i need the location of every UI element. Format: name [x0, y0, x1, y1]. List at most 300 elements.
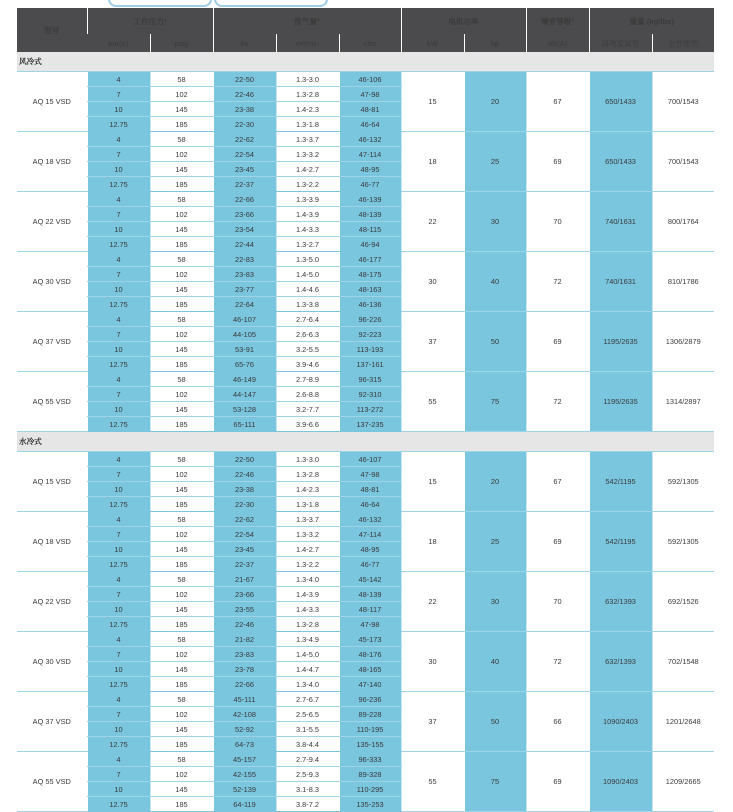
section-header-row [17, 432, 714, 452]
fad-ls: 22-44 [213, 237, 276, 252]
pressure-bar: 7 [87, 87, 150, 102]
fad-m3min: 1.4-3.3 [276, 602, 339, 617]
pressure-psig: 145 [150, 482, 213, 497]
fad-cfm: 48-139 [339, 587, 401, 602]
table-row [17, 72, 714, 87]
table-row [17, 252, 714, 267]
fad-cfm: 46-132 [339, 132, 401, 147]
section-header-row [17, 52, 714, 72]
header-motor: 电机功率 [401, 8, 526, 34]
weight-full: 692/1526 [652, 572, 714, 632]
fad-cfm: 48-165 [339, 662, 401, 677]
pressure-bar: 7 [87, 327, 150, 342]
pressure-psig: 58 [150, 372, 213, 387]
unit-hp: hp [464, 34, 526, 52]
pressure-bar: 7 [87, 527, 150, 542]
fad-cfm: 110-195 [339, 722, 401, 737]
fad-m3min: 3.9-6.6 [276, 417, 339, 432]
table-row [17, 192, 714, 207]
weight-floor: 650/1433 [589, 132, 652, 192]
pressure-psig: 58 [150, 192, 213, 207]
fad-ls: 23-83 [213, 647, 276, 662]
fad-m3min: 1.3-3.9 [276, 192, 339, 207]
cropped-heading-bracket [108, 0, 212, 7]
pressure-psig: 185 [150, 117, 213, 132]
weight-full: 592/1305 [652, 452, 714, 512]
fad-ls: 22-30 [213, 497, 276, 512]
fad-cfm: 46-77 [339, 557, 401, 572]
pressure-bar: 4 [87, 512, 150, 527]
motor-hp: 75 [464, 752, 526, 812]
pressure-psig: 102 [150, 647, 213, 662]
fad-cfm: 46-64 [339, 117, 401, 132]
fad-cfm: 96-315 [339, 372, 401, 387]
pressure-psig: 102 [150, 767, 213, 782]
pressure-bar: 10 [87, 602, 150, 617]
noise-dba: 69 [526, 312, 589, 372]
fad-ls: 45-157 [213, 752, 276, 767]
fad-ls: 64-119 [213, 797, 276, 812]
motor-kw: 37 [401, 312, 464, 372]
fad-ls: 44-147 [213, 387, 276, 402]
fad-m3min: 3.1-8.3 [276, 782, 339, 797]
pressure-bar: 10 [87, 482, 150, 497]
fad-m3min: 2.6-8.8 [276, 387, 339, 402]
fad-m3min: 1.3-2.8 [276, 617, 339, 632]
section-title: 风冷式 [17, 52, 714, 72]
pressure-bar: 12.75 [87, 177, 150, 192]
weight-full: 702/1548 [652, 632, 714, 692]
pressure-bar: 4 [87, 632, 150, 647]
pressure-psig: 58 [150, 692, 213, 707]
pressure-bar: 7 [87, 387, 150, 402]
fad-ls: 23-45 [213, 542, 276, 557]
weight-full: 700/1543 [652, 132, 714, 192]
fad-ls: 21-67 [213, 572, 276, 587]
pressure-psig: 185 [150, 557, 213, 572]
pressure-psig: 145 [150, 342, 213, 357]
model-name: AQ 22 VSD [17, 572, 87, 632]
fad-m3min: 2.7-8.9 [276, 372, 339, 387]
motor-hp: 30 [464, 192, 526, 252]
pressure-psig: 185 [150, 297, 213, 312]
pressure-psig: 145 [150, 222, 213, 237]
pressure-psig: 145 [150, 102, 213, 117]
fad-m3min: 1.3-4.9 [276, 632, 339, 647]
noise-dba: 67 [526, 452, 589, 512]
fad-m3min: 1.4-4.7 [276, 662, 339, 677]
fad-cfm: 89-328 [339, 767, 401, 782]
fad-ls: 23-66 [213, 207, 276, 222]
motor-hp: 20 [464, 452, 526, 512]
model-name: AQ 18 VSD [17, 132, 87, 192]
pressure-bar: 4 [87, 72, 150, 87]
fad-m3min: 2.7-6.4 [276, 312, 339, 327]
pressure-bar: 12.75 [87, 117, 150, 132]
pressure-psig: 102 [150, 587, 213, 602]
fad-ls: 23-55 [213, 602, 276, 617]
fad-m3min: 1.4-3.9 [276, 207, 339, 222]
fad-cfm: 96-333 [339, 752, 401, 767]
pressure-bar: 7 [87, 147, 150, 162]
fad-m3min: 3.8-4.4 [276, 737, 339, 752]
fad-m3min: 3.2-7.7 [276, 402, 339, 417]
fad-m3min: 1.3-2.8 [276, 87, 339, 102]
unit-ls: l/s [213, 34, 276, 52]
fad-cfm: 48-117 [339, 602, 401, 617]
motor-kw: 18 [401, 512, 464, 572]
fad-m3min: 1.4-2.3 [276, 102, 339, 117]
table-row [17, 632, 714, 647]
noise-dba: 69 [526, 752, 589, 812]
pressure-psig: 145 [150, 662, 213, 677]
fad-cfm: 47-114 [339, 147, 401, 162]
fad-ls: 65-76 [213, 357, 276, 372]
fad-cfm: 113-272 [339, 402, 401, 417]
weight-floor: 632/1393 [589, 632, 652, 692]
pressure-psig: 185 [150, 677, 213, 692]
pressure-bar: 12.75 [87, 737, 150, 752]
fad-ls: 53-91 [213, 342, 276, 357]
fad-ls: 52-139 [213, 782, 276, 797]
motor-kw: 22 [401, 572, 464, 632]
fad-ls: 23-83 [213, 267, 276, 282]
motor-hp: 20 [464, 72, 526, 132]
fad-cfm: 137-161 [339, 357, 401, 372]
pressure-psig: 145 [150, 542, 213, 557]
fad-cfm: 137-235 [339, 417, 401, 432]
model-name: AQ 15 VSD [17, 452, 87, 512]
fad-m3min: 1.4-3.3 [276, 222, 339, 237]
pressure-psig: 58 [150, 72, 213, 87]
pressure-bar: 10 [87, 402, 150, 417]
model-name: AQ 30 VSD [17, 632, 87, 692]
pressure-bar: 4 [87, 312, 150, 327]
pressure-psig: 145 [150, 282, 213, 297]
noise-dba: 72 [526, 252, 589, 312]
fad-cfm: 135-253 [339, 797, 401, 812]
fad-cfm: 110-295 [339, 782, 401, 797]
header-row-units [17, 34, 714, 52]
weight-floor: 632/1393 [589, 572, 652, 632]
fad-ls: 23-78 [213, 662, 276, 677]
motor-hp: 30 [464, 572, 526, 632]
weight-full: 1201/2648 [652, 692, 714, 752]
fad-cfm: 45-142 [339, 572, 401, 587]
fad-ls: 23-45 [213, 162, 276, 177]
model-name: AQ 22 VSD [17, 192, 87, 252]
unit-bar: bar(e) [87, 34, 150, 52]
pressure-bar: 10 [87, 542, 150, 557]
fad-cfm: 48-176 [339, 647, 401, 662]
fad-ls: 23-77 [213, 282, 276, 297]
noise-dba: 66 [526, 692, 589, 752]
pressure-psig: 58 [150, 252, 213, 267]
table-row [17, 452, 714, 467]
motor-hp: 75 [464, 372, 526, 432]
model-name: AQ 30 VSD [17, 252, 87, 312]
fad-ls: 22-37 [213, 177, 276, 192]
fad-cfm: 135-155 [339, 737, 401, 752]
pressure-psig: 102 [150, 87, 213, 102]
table-row [17, 752, 714, 767]
pressure-psig: 145 [150, 722, 213, 737]
model-name: AQ 18 VSD [17, 512, 87, 572]
fad-m3min: 1.3-3.2 [276, 527, 339, 542]
table-body [17, 52, 714, 812]
fad-m3min: 1.4-2.7 [276, 162, 339, 177]
fad-m3min: 1.3-2.2 [276, 177, 339, 192]
pressure-psig: 145 [150, 162, 213, 177]
pressure-psig: 185 [150, 737, 213, 752]
fad-m3min: 1.3-2.8 [276, 467, 339, 482]
pressure-psig: 102 [150, 147, 213, 162]
header-row-main [17, 8, 714, 34]
fad-ls: 22-66 [213, 677, 276, 692]
weight-full: 800/1764 [652, 192, 714, 252]
pressure-bar: 4 [87, 572, 150, 587]
weight-full: 700/1543 [652, 72, 714, 132]
pressure-psig: 102 [150, 267, 213, 282]
pressure-bar: 4 [87, 452, 150, 467]
fad-cfm: 48-81 [339, 482, 401, 497]
pressure-bar: 12.75 [87, 497, 150, 512]
pressure-psig: 185 [150, 617, 213, 632]
pressure-psig: 185 [150, 177, 213, 192]
fad-m3min: 1.4-5.0 [276, 267, 339, 282]
pressure-psig: 145 [150, 782, 213, 797]
weight-full: 592/1305 [652, 512, 714, 572]
fad-ls: 22-54 [213, 147, 276, 162]
motor-hp: 50 [464, 692, 526, 752]
fad-cfm: 92-223 [339, 327, 401, 342]
pressure-bar: 4 [87, 372, 150, 387]
fad-ls: 52-92 [213, 722, 276, 737]
motor-kw: 22 [401, 192, 464, 252]
noise-dba: 72 [526, 372, 589, 432]
fad-cfm: 46-136 [339, 297, 401, 312]
fad-m3min: 1.4-3.9 [276, 587, 339, 602]
fad-cfm: 46-94 [339, 237, 401, 252]
fad-ls: 46-149 [213, 372, 276, 387]
fad-cfm: 47-98 [339, 87, 401, 102]
motor-hp: 40 [464, 632, 526, 692]
fad-m3min: 2.7-6.7 [276, 692, 339, 707]
fad-ls: 22-50 [213, 452, 276, 467]
motor-kw: 15 [401, 452, 464, 512]
pressure-bar: 7 [87, 587, 150, 602]
fad-cfm: 89-228 [339, 707, 401, 722]
fad-ls: 22-62 [213, 132, 276, 147]
pressure-bar: 10 [87, 282, 150, 297]
pressure-psig: 102 [150, 527, 213, 542]
pressure-bar: 4 [87, 692, 150, 707]
fad-ls: 22-46 [213, 87, 276, 102]
motor-hp: 25 [464, 132, 526, 192]
weight-floor: 1090/2403 [589, 692, 652, 752]
motor-kw: 55 [401, 752, 464, 812]
fad-ls: 44-105 [213, 327, 276, 342]
pressure-psig: 145 [150, 602, 213, 617]
header-model: 型号 [17, 8, 87, 52]
noise-dba: 67 [526, 72, 589, 132]
fad-ls: 22-64 [213, 297, 276, 312]
fad-ls: 21-82 [213, 632, 276, 647]
motor-kw: 15 [401, 72, 464, 132]
fad-m3min: 1.4-5.0 [276, 647, 339, 662]
fad-ls: 64-73 [213, 737, 276, 752]
table-row [17, 372, 714, 387]
fad-ls: 45-111 [213, 692, 276, 707]
fad-cfm: 92-310 [339, 387, 401, 402]
pressure-psig: 102 [150, 327, 213, 342]
table-row [17, 312, 714, 327]
pressure-psig: 185 [150, 237, 213, 252]
fad-cfm: 48-95 [339, 162, 401, 177]
pressure-psig: 58 [150, 312, 213, 327]
fad-ls: 22-83 [213, 252, 276, 267]
pressure-psig: 58 [150, 752, 213, 767]
fad-cfm: 48-175 [339, 267, 401, 282]
pressure-psig: 102 [150, 707, 213, 722]
table-row [17, 512, 714, 527]
fad-m3min: 3.1-5.5 [276, 722, 339, 737]
fad-cfm: 46-139 [339, 192, 401, 207]
fad-cfm: 96-226 [339, 312, 401, 327]
fad-cfm: 48-139 [339, 207, 401, 222]
pressure-bar: 7 [87, 267, 150, 282]
pressure-psig: 102 [150, 467, 213, 482]
pressure-bar: 10 [87, 782, 150, 797]
weight-floor: 1195/2635 [589, 312, 652, 372]
pressure-psig: 185 [150, 357, 213, 372]
pressure-bar: 10 [87, 722, 150, 737]
cropped-heading-strip [0, 0, 733, 8]
noise-dba: 72 [526, 632, 589, 692]
pressure-bar: 4 [87, 192, 150, 207]
fad-ls: 22-37 [213, 557, 276, 572]
pressure-bar: 7 [87, 707, 150, 722]
fad-m3min: 2.5-9.3 [276, 767, 339, 782]
fad-m3min: 1.3-3.0 [276, 72, 339, 87]
pressure-psig: 58 [150, 132, 213, 147]
fad-m3min: 3.8-7.2 [276, 797, 339, 812]
weight-floor: 542/1195 [589, 512, 652, 572]
fad-m3min: 1.4-2.3 [276, 482, 339, 497]
fad-m3min: 1.3-3.0 [276, 452, 339, 467]
pressure-bar: 7 [87, 207, 150, 222]
fad-cfm: 48-163 [339, 282, 401, 297]
pressure-bar: 12.75 [87, 617, 150, 632]
pressure-bar: 12.75 [87, 237, 150, 252]
pressure-bar: 12.75 [87, 297, 150, 312]
fad-cfm: 46-77 [339, 177, 401, 192]
weight-full: 810/1786 [652, 252, 714, 312]
header-pressure: 工作压力¹ [87, 8, 213, 34]
motor-kw: 30 [401, 632, 464, 692]
fad-ls: 22-62 [213, 512, 276, 527]
fad-cfm: 96-236 [339, 692, 401, 707]
weight-floor: 542/1195 [589, 452, 652, 512]
fad-cfm: 48-115 [339, 222, 401, 237]
header-weight: 重量 (kg/lbs) [589, 8, 714, 34]
motor-kw: 37 [401, 692, 464, 752]
fad-cfm: 47-114 [339, 527, 401, 542]
header-fad: 排气量² [213, 8, 401, 34]
pressure-bar: 10 [87, 102, 150, 117]
fad-cfm: 46-106 [339, 72, 401, 87]
fad-cfm: 48-95 [339, 542, 401, 557]
pressure-bar: 4 [87, 132, 150, 147]
pressure-psig: 102 [150, 387, 213, 402]
header-noise: 噪音等级³ [526, 8, 589, 34]
weight-floor: 650/1433 [589, 72, 652, 132]
pressure-bar: 12.75 [87, 417, 150, 432]
cropped-heading-bracket [214, 0, 328, 7]
fad-ls: 23-38 [213, 482, 276, 497]
pressure-psig: 185 [150, 417, 213, 432]
fad-m3min: 1.3-1.8 [276, 497, 339, 512]
fad-m3min: 1.3-3.7 [276, 132, 339, 147]
fad-m3min: 2.7-9.4 [276, 752, 339, 767]
fad-m3min: 1.3-4.0 [276, 677, 339, 692]
pressure-psig: 58 [150, 572, 213, 587]
fad-ls: 42-108 [213, 707, 276, 722]
fad-ls: 22-46 [213, 617, 276, 632]
fad-m3min: 1.3-1.8 [276, 117, 339, 132]
fad-m3min: 1.3-3.8 [276, 297, 339, 312]
motor-hp: 40 [464, 252, 526, 312]
pressure-psig: 58 [150, 452, 213, 467]
fad-m3min: 1.4-4.6 [276, 282, 339, 297]
fad-ls: 23-66 [213, 587, 276, 602]
fad-cfm: 113-193 [339, 342, 401, 357]
unit-dba: dB(A) [526, 34, 589, 52]
pressure-psig: 102 [150, 207, 213, 222]
table-row [17, 572, 714, 587]
specification-table [17, 8, 714, 812]
fad-cfm: 46-132 [339, 512, 401, 527]
pressure-bar: 10 [87, 162, 150, 177]
pressure-bar: 10 [87, 222, 150, 237]
fad-m3min: 1.3-3.7 [276, 512, 339, 527]
pressure-psig: 145 [150, 402, 213, 417]
table-row [17, 132, 714, 147]
fad-ls: 23-38 [213, 102, 276, 117]
fad-ls: 22-66 [213, 192, 276, 207]
noise-dba: 69 [526, 512, 589, 572]
pressure-psig: 58 [150, 632, 213, 647]
weight-full: 1209/2665 [652, 752, 714, 812]
weight-floor: 740/1631 [589, 192, 652, 252]
pressure-bar: 12.75 [87, 357, 150, 372]
fad-m3min: 3.9-4.6 [276, 357, 339, 372]
fad-cfm: 46-107 [339, 452, 401, 467]
fad-ls: 46-107 [213, 312, 276, 327]
weight-floor: 1090/2403 [589, 752, 652, 812]
pressure-bar: 7 [87, 467, 150, 482]
weight-full: 1306/2879 [652, 312, 714, 372]
fad-ls: 22-30 [213, 117, 276, 132]
pressure-bar: 12.75 [87, 797, 150, 812]
fad-m3min: 1.4-2.7 [276, 542, 339, 557]
table-row [17, 692, 714, 707]
pressure-bar: 12.75 [87, 557, 150, 572]
unit-weight-floor: 落地安装型 [589, 34, 652, 52]
fad-m3min: 3.2-5.5 [276, 342, 339, 357]
model-name: AQ 15 VSD [17, 72, 87, 132]
section-title: 水冷式 [17, 432, 714, 452]
